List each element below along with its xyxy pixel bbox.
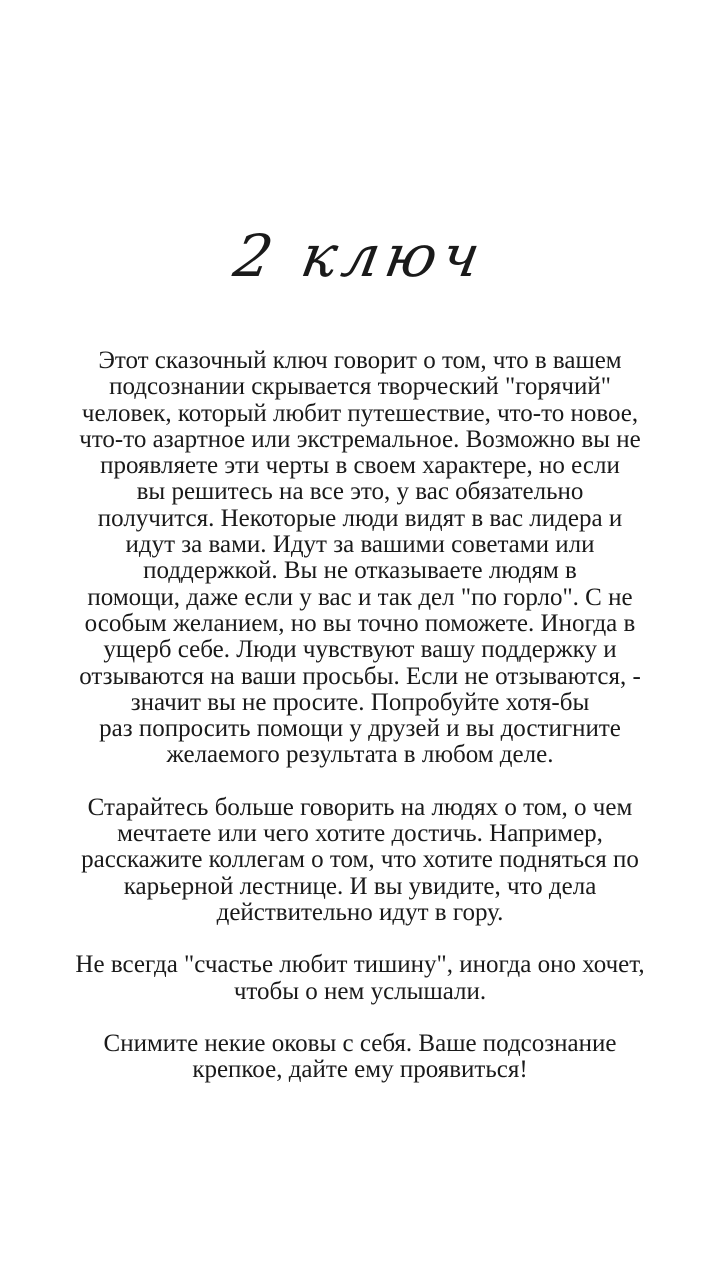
text-line: карьерной лестнице. И вы увидите, что дела [123,872,597,900]
text-line: помощи, даже если у вас и так дел "по горло". С не [87,583,633,611]
text-line: Не всегда "счастье любит тишину", иногда оно хочет, [75,951,645,979]
text-line: поддержкой. Вы не отказываете людям в [143,557,577,585]
text-line: человек, который любит путешествие, что-то новое, [81,399,639,427]
text-line: мечтаете или чего хотите достичь. Например, [117,820,603,848]
text-line: раз попросить помощи у друзей и вы достигните [99,715,621,743]
text-line: ущерб себе. Люди чувствуют вашу поддержку и [103,636,617,664]
text-line: чтобы о нем услышали. [233,977,487,1005]
text-line: получится. Некоторые люди видят в вас лидера и [97,504,623,532]
paragraph-1 [40,348,680,769]
paragraph-3 [40,952,680,1005]
text-line: проявляете эти черты в своем характере, но если [100,452,620,480]
text-line: действительно идут в гору. [216,898,504,926]
text-line: вы решитесь на все это, у вас обязательно [136,478,584,506]
paragraph-4 [40,1031,680,1084]
paragraph-spacer [40,926,680,952]
paragraph-spacer [40,1005,680,1031]
text-line: идут за вами. Идут за вашими советами или [125,531,595,559]
text-line: Этот сказочный ключ говорит о том, что в вашем [98,347,622,374]
page-title: 2 ключ [228,222,492,290]
text-line: Снимите некие оковы с себя. Ваше подсознание [103,1029,617,1057]
text-line: значит вы не просите. Попробуйте хотя-бы [130,688,590,716]
text-line: подсознании скрывается творческий "горячий" [109,373,611,401]
text-line: особым желанием, но вы точно поможете. Иногда в [84,609,636,637]
paragraph-spacer [40,769,680,795]
paragraph-2 [40,795,680,926]
text-line: желаемого результата в любом деле. [166,741,554,769]
text-line: отзываются на ваши просьбы. Если не отзываются, - [79,662,641,690]
text-line: Старайтесь больше говорить на людях о том, о чем [87,793,633,821]
body-text [40,348,680,1083]
text-line: расскажите коллегам о том, что хотите подняться по [81,846,639,874]
text-line: крепкое, дайте ему проявиться! [192,1056,528,1084]
text-line: что-то азартное или экстремальное. Возможно вы не [79,425,641,453]
